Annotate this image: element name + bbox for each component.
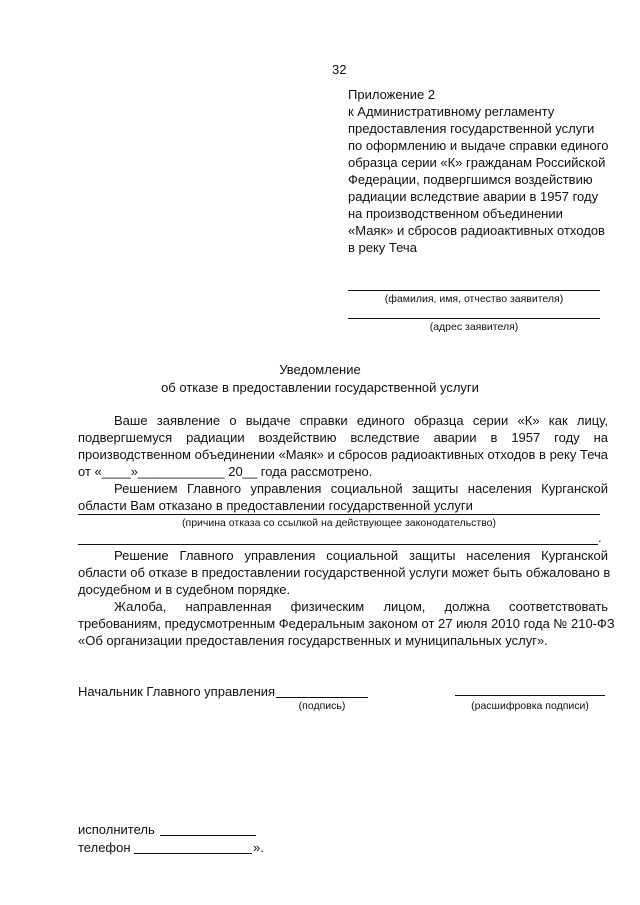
text-line: от «____»____________ 20__ года рассмотрено. — [78, 464, 373, 479]
signature-caption: (подпись) — [298, 700, 346, 712]
appendix-line: Федерации, подвергшимся воздействию — [348, 172, 593, 187]
text-line: производственном объединении «Маяк» и сбросов радиоактивных отходов в реку Теча — [78, 447, 608, 462]
appendix-line: в реку Теча — [348, 240, 417, 255]
appendix-line: Приложение 2 — [348, 87, 436, 102]
reason-end-dot: . — [598, 530, 602, 545]
applicant-address-line — [348, 318, 600, 319]
applicant-name-line — [348, 290, 600, 291]
paragraph-application — [78, 412, 608, 514]
text-line: «Об организации предоставления государственных и муниципальных услуг». — [78, 633, 548, 648]
appendix-line: образца серии «К» гражданам Российской — [348, 155, 606, 170]
appendix-line: на производственном объединении — [348, 206, 563, 221]
executor-label: исполнитель — [78, 822, 155, 837]
signature-line — [276, 697, 368, 698]
applicant-name-caption: (фамилия, имя, отчество заявителя) — [384, 293, 564, 305]
signature-decode-line — [455, 695, 605, 696]
appendix-line: по оформлению и выдаче справки единого — [348, 138, 609, 153]
notice-subtitle: об отказе в предоставлении государственной услуги — [161, 380, 479, 395]
phone-line — [134, 853, 252, 854]
text-line: досудебном и в судебном порядке. — [78, 582, 291, 597]
text-line: Решение Главного управления социальной защиты населения Курганской — [114, 548, 608, 563]
appendix-line: предоставления государственной услуги — [348, 121, 595, 136]
text-line: подвергшемуся радиации воздействию вследствие аварии в 1957 году на — [78, 430, 608, 445]
paragraph-appeal — [78, 547, 615, 649]
chief-label: Начальник Главного управления — [78, 684, 276, 699]
text-line: области об отказе в предоставлении государственной услуги может быть обжаловано в — [78, 565, 611, 580]
applicant-address-caption: (адрес заявителя) — [429, 321, 519, 333]
appendix-line: к Административному регламенту — [348, 104, 555, 119]
phone-label: телефон — [78, 840, 131, 855]
text-line: требованиям, предусмотренным Федеральным законом от 27 июля 2010 года № 210-ФЗ — [78, 616, 615, 631]
text-line: Жалоба, направленная физическим лицом, должна соответствовать — [114, 599, 608, 614]
reason-line-2 — [78, 544, 598, 545]
text-line: Ваше заявление о выдаче справки единого образца серии «К» как лицу, — [114, 413, 608, 428]
appendix-line: «Маяк» и сбросов радиоактивных отходов — [348, 223, 605, 238]
page-number: 32 — [332, 62, 347, 77]
reason-caption: (причина отказа со ссылкой на действующее законодательство) — [182, 517, 496, 529]
appendix-block — [348, 86, 616, 256]
signature-decode-caption: (расшифровка подписи) — [471, 700, 589, 712]
appendix-line: радиации вследствие аварии в 1957 году — [348, 189, 599, 204]
notice-title: Уведомление — [279, 362, 361, 377]
reason-line — [78, 514, 600, 515]
executor-line — [160, 835, 256, 836]
text-line: области Вам отказано в предоставлении государственной услуги — [78, 498, 473, 513]
text-line: Решением Главного управления социальной защиты населения Курганской — [114, 481, 608, 496]
phone-end: ». — [253, 840, 264, 855]
